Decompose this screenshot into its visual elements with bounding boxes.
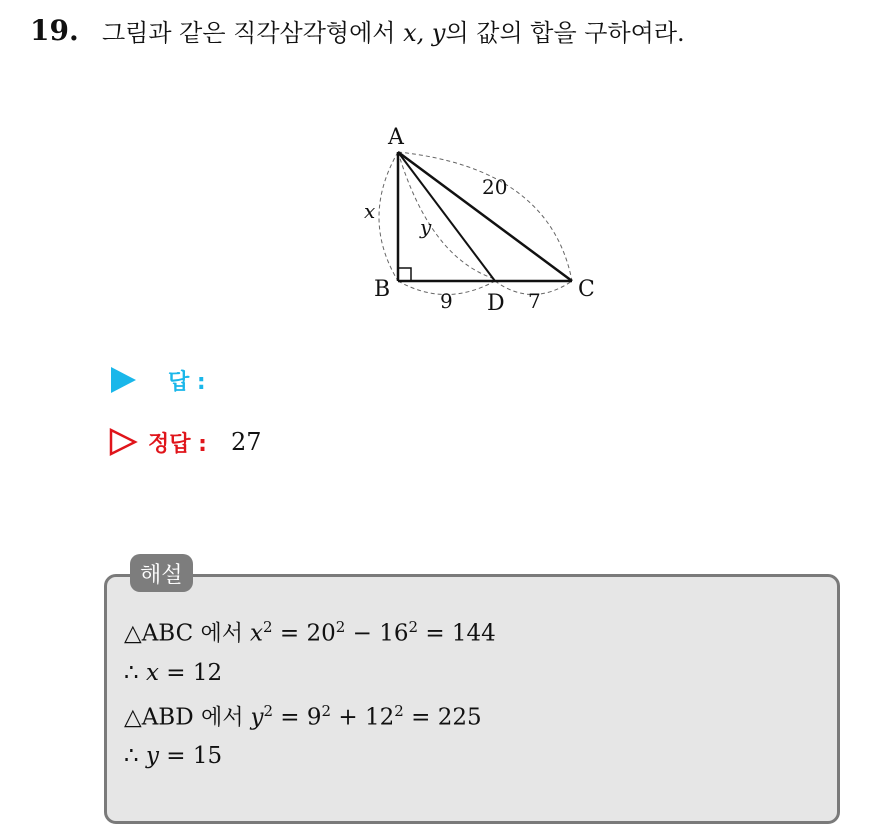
problem-header [30, 10, 685, 50]
problem-text: 그림과 같은 직각삼각형에서 x, y의 값의 합을 구하여라. [102, 18, 685, 47]
problem-number: 19. [30, 13, 79, 47]
label-x: x [364, 199, 376, 223]
label-dc: 7 [528, 289, 541, 313]
correct-answer-row [108, 422, 262, 462]
label-ac: 20 [482, 175, 508, 199]
vertex-b-label: B [374, 277, 391, 302]
solution-line-3: △ABD 에서 $y^2 = 9^2 + 12^2 = 225$ [124, 701, 482, 731]
answer-row [108, 360, 206, 400]
triangle-figure [360, 118, 610, 318]
solution-lines [124, 608, 496, 775]
solution-line-2: ∴ x = 12 [124, 659, 223, 686]
solution-tab: 해설 [130, 554, 193, 592]
correct-answer-label: 정답 : [148, 431, 207, 457]
vertex-d-label: D [487, 291, 505, 316]
answer-label: 답 : [168, 369, 206, 395]
triangle-diagram [360, 118, 610, 318]
arc-x [379, 152, 398, 281]
solution-line-4: ∴ y = 15 [124, 743, 223, 770]
label-y: y [420, 215, 432, 239]
label-bd: 9 [440, 289, 453, 313]
play-outline-icon [108, 427, 138, 457]
correct-answer-value: 27 [230, 428, 262, 456]
play-filled-icon [108, 365, 138, 395]
right-angle-mark [398, 268, 411, 281]
vertex-c-label: C [578, 277, 595, 302]
solution-line-1: △ABC 에서 $x^2 = 20^2 - 16^2 = 144$ [124, 618, 496, 647]
vertex-a-label: A [388, 125, 404, 150]
